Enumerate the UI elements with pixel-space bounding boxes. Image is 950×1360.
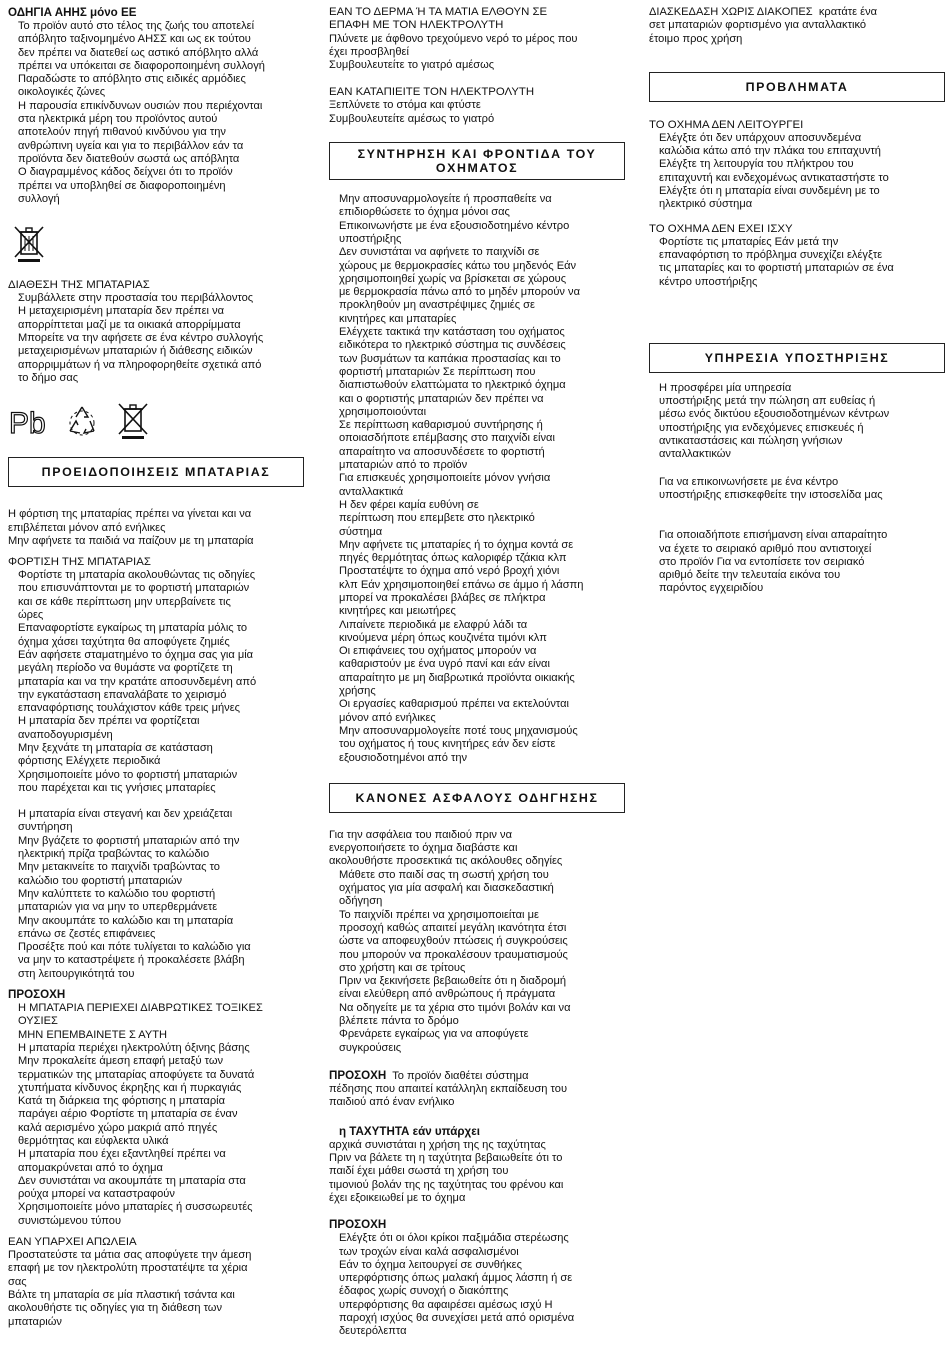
safe-driving-text [329, 869, 625, 1055]
text-line: Μην ακουμπάτε το καλώδιο και τη μπαταρία [18, 914, 234, 927]
no-power-title: ΤΟ ΟΧΗΜΑ ΔΕΝ ΕΧΕΙ ΙΣΧΥ [649, 222, 793, 235]
text-line: έχει προσβληθεί [329, 45, 409, 58]
text-line: Λιπαίνετε περιοδικά με ελαφρύ λάδι τα [339, 618, 528, 631]
text-line: Για οποιαδήποτε επισήμανση είναι απαραίτητο [659, 529, 888, 542]
text-line: Η μπαταρία είναι στεγανή και δεν χρειάζεται [18, 808, 233, 821]
skin-contact-title-1: ΕΑΝ ΤΟ ΔΕΡΜΑ Ή ΤΑ ΜΑΤΙΑ ΕΛΘΟΥΝ ΣΕ [329, 6, 548, 18]
text-line: το δήμο σας [18, 371, 79, 384]
safe-driving-intro [329, 829, 625, 869]
text-line: υπερφόρτισης όπως μαλακή άμμος λάσπη ή σε [339, 1272, 573, 1285]
text-line: σύστημα [339, 525, 383, 538]
text-line: συνιστώμενου τύπου [18, 1214, 122, 1227]
text-line: ενεργοποιήσετε το όχημα διαβάστε και [329, 842, 518, 855]
caution-title: ΠΡΟΣΟΧΗ [8, 988, 66, 1002]
text-line: Μην αποσυναρμολογείτε ή προσπαθείτε να [339, 193, 552, 206]
text-line: Πριν να βάλετε τη η ταχύτητα βεβαιωθείτε ότι το [329, 1152, 563, 1165]
text-line: χτυπήματα κίνδυνος έκρηξης και ή πυρκαγιάς [18, 1081, 242, 1094]
no-power-text [649, 236, 945, 289]
text-line: Η παρουσία επικίνδυνων ουσιών που περιέχονται [18, 99, 263, 112]
charging-text [8, 569, 304, 795]
text-line: ακολουθήστε τις οδηγίες για τη διάθεση των [8, 1302, 223, 1315]
text-line: έδαφος χωρίς συνοχή ο διακόπτης [339, 1285, 509, 1298]
text-line: ώστε να αποφευχθούν πτώσεις ή συγκρούσεις [339, 935, 568, 948]
text-line: Φορτίστε τις μπαταρίες Εάν μετά την [659, 235, 839, 248]
text-line: μόνον από ενήλικες [339, 711, 436, 724]
text-line: προκληθούν μη αναστρέψιμες ζημιές σε [339, 299, 535, 312]
support-text [649, 382, 945, 462]
text-line: Μπορείτε να την αφήσετε σε ένα κέντρο συλλογής [18, 332, 264, 345]
text-line: μπορεί να προκαλέσει βλάβες σε πλήκτρα [339, 591, 546, 604]
text-line: Ο διαγραμμένος κάδος δείχνει ότι το προϊόν [18, 166, 233, 179]
text-line: απαραίτητο με μη διαβρωτικά προϊόντα οικιακής [339, 671, 575, 684]
text-line: ανθρώπινη υγεία και για το περιβάλλον εάν τα [18, 139, 244, 152]
text-line: Ελέγξτε ότι οι όλοι κρίκοι παξιμάδια στερέωσης [339, 1232, 569, 1245]
text-line: παιδί έχει μάθει σωστά τη χρήση του [329, 1165, 509, 1178]
text-line: πηγές θερμότητας όπως καλοριφέρ τζάκια κλπ [339, 552, 567, 565]
support-contact-text [649, 476, 945, 503]
text-line: Δεν συνιστάται να αφήνετε το παιχνίδι σε [339, 246, 540, 259]
disposal-text [8, 292, 304, 385]
text-line: και ο φορτιστής μπαταριών δεν πρέπει να [339, 392, 544, 405]
text-line: οδήγηση [339, 895, 383, 908]
braking-caution-text: Το προϊόν διαθέτει σύστημα [392, 1069, 529, 1082]
text-line: αντικαταστάσεις και πώληση γνήσιων [659, 435, 843, 448]
text-line: του οχήματος ή τους κινητήρες εάν δεν είστε [339, 738, 556, 751]
text-line: ΜΗΝ ΕΠΕΜΒΑΙΝΕΤΕ Σ ΑΥΤΗ [18, 1028, 168, 1041]
text-line: αναποδογυρισμένη [18, 728, 113, 741]
text-line: Ελέγχετε τακτικά την κατάσταση του οχήματος [339, 326, 565, 339]
speed-text [329, 1139, 625, 1205]
text-line: Βάλτε τη μπαταρία σε μία πλαστική τσάντα και [8, 1288, 235, 1301]
text-line: προϊόντα δεν διατεθούν σωστά ως απόβλητα [18, 152, 240, 165]
text-line: Ξεπλύνετε το στόμα και φτύστε [329, 99, 481, 112]
text-line: που μπορούν να προκαλέσουν τραυματισμούς [339, 948, 568, 961]
weee-text [8, 20, 304, 206]
text-line: Το παιχνίδι πρέπει να χρησιμοποιείται με [339, 908, 539, 921]
text-line: Μην αποσυναρμολογείτε ποτέ τους μηχανισμούς [339, 724, 578, 737]
text-line: Χρησιμοποιείτε μόνο το φορτιστή μπαταριών [18, 768, 238, 781]
column-middle [329, 6, 625, 1339]
text-line: Μην αφήνετε τα παιδιά να παίζουν με τη μπαταρία [8, 534, 254, 547]
text-line: απορριμμάτων ή να πληροφορηθείτε σχετικά από [18, 358, 262, 371]
text-line: Για επισκευές χρησιμοποιείτε μόνον γνήσια [339, 472, 551, 485]
text-line: αριθμό δείτε την τελευταία εικόνα του [659, 569, 841, 582]
text-line: απόβλητο ταξινομημένο ΑΗΣΣ και ως εκ τούτου [18, 33, 251, 46]
text-line: Ελέγξτε ότι η μπαταρία είναι συνδεμένη με το [659, 185, 880, 198]
text-line: Η φόρτιση της μπαταρίας πρέπει να γίνεται και να [8, 508, 252, 521]
text-line: επιδιορθώσετε το όχημα μόνοι σας [339, 206, 510, 219]
text-line: μπαταριών από το προϊόν [339, 459, 468, 472]
text-line: Επαναφορτίστε εγκαίρως τη μπαταρία μόλις το [18, 622, 248, 635]
support-heading: ΥΠΗΡΕΣΙΑ ΥΠΟΣΤΗΡΙΞΗΣ [649, 343, 945, 373]
text-line: την εγκατάσταση επαναλάβατε το χειρισμό [18, 688, 227, 701]
text-line: απαραίτητο να αποσυνδέσετε το φορτιστή [339, 445, 545, 458]
text-line: Οι εργασίες καθαρισμού πρέπει να εκτελούνται [339, 698, 570, 711]
text-line: Οι επιφάνειες του οχήματος μπορούν να [339, 645, 537, 658]
text-line: ανταλλακτικά [339, 485, 404, 498]
text-line: σετ μπαταριών φορτισμένο για ανταλλακτικό [649, 19, 867, 32]
text-line: δευτερόλεπτα [339, 1325, 407, 1338]
text-line: με θερμοκρασία πάνω από το μηδέν μπορούν να [339, 286, 580, 299]
braking-caution-more [329, 1083, 625, 1110]
text-line: Εάν το όχημα λειτουργεί σε συνθήκες [339, 1258, 522, 1271]
text-line: θερμότητας και εύφλεκτα υλικά [18, 1135, 169, 1147]
crossed-bin-small-icon [116, 401, 150, 441]
braking-caution-label: ΠΡΟΣΟΧΗ [329, 1068, 387, 1082]
text-line: τις μπαταρίες και το φορτιστή μπαταριών σε ένα [659, 262, 894, 275]
text-line: Η μπαταρία περιέχει ηλεκτρολύτη όξινης βάσης [18, 1041, 250, 1054]
text-line: κινούμενα μέρη όπως κουζινέτα τιμόνι κλπ [339, 631, 547, 644]
text-line: καλώδιο του φορτιστή μπαταριών [18, 874, 183, 887]
weee-title: ΟΔΗΓΙΑ ΑΗΗΣ μόνο ΕΕ [8, 6, 137, 19]
text-line: υποστήριξης για ενδεχόμενες επισκευές ή [659, 421, 864, 434]
text-line: Προσέξτε πού και πότε τυλίγεται το καλώδιο για [18, 941, 251, 954]
text-line: είναι ελεύθερη από ανθρώπους ή πράγματα [339, 988, 556, 1001]
text-line: Επικοινωνήστε με ένα εξουσιοδοτημένο κέντρο [339, 219, 570, 232]
text-line: κέντρο υποστήριξης [659, 275, 758, 288]
text-line: παιδιού από έναν ενήλικο [329, 1096, 455, 1109]
text-line: μπαταρία και να την κρατάτε αποσυνδεμένη από [18, 675, 257, 688]
skin-contact-title-2: ΕΠΑΦΗ ΜΕ ΤΟΝ ΗΛΕΚΤΡΟΛΥΤΗ [329, 19, 504, 32]
crossed-bin-icon [12, 224, 304, 264]
serial-number-text [649, 529, 945, 595]
charging-title: ΦΟΡΤΙΣΗ ΤΗΣ ΜΠΑΤΑΡΙΑΣ [8, 556, 151, 569]
text-line: οχήματος για μία ασφαλή και διασκεδαστική [339, 882, 554, 895]
battery-symbols [8, 399, 304, 441]
text-line: τιμονιού βολάν της ης ταχύτητας του φρένου και [329, 1178, 564, 1191]
text-line: ηλεκτρικό σύστημα [659, 198, 753, 211]
text-line: συντήρηση [18, 821, 73, 834]
braking-caution-line [329, 1069, 625, 1083]
text-line: συγκρούσεις [339, 1041, 402, 1054]
text-line: επάνω σε ζεστές επιφάνειες [18, 927, 156, 940]
text-line: στη λειτουργικότητά του [18, 967, 135, 980]
text-line: επαναφόρτιση το πρόβλημα συνεχίζει ελέγξτε [659, 248, 883, 261]
text-line: οικολογικές ζώνες [18, 86, 106, 99]
text-line: Η δεν φέρει καμία ευθύνη σε [339, 498, 479, 511]
text-line: πέδησης που απαιτεί κατάλληλη εκπαίδευση του [329, 1083, 568, 1096]
fun-text: κρατάτε ένα [818, 6, 878, 18]
no-work-text [649, 132, 945, 212]
skin-contact-text [329, 33, 625, 73]
text-line: χρησιμοποιούνται [339, 405, 427, 418]
text-line: στο προϊόν Για να εντοπίσετε τον σειριακό [659, 555, 865, 568]
text-line: φόρτισης Ελέγχετε περιοδικά [18, 755, 161, 768]
fun-line [649, 6, 945, 19]
maintenance-heading [329, 142, 625, 180]
text-line: Μην αφήνετε τις μπαταρίες ή το όχημα κοντά σε [339, 538, 574, 551]
text-line: βλέπετε πάντα το δρόμο [339, 1015, 459, 1027]
fun-text-more [649, 19, 945, 46]
text-line: Η μπαταρία που έχει εξαντληθεί πρέπει να [18, 1148, 226, 1161]
text-line: έχει εξοικειωθεί με το όχημα [329, 1191, 466, 1204]
text-line: πρέπει να υποβληθεί σε διαφοροποιημένη [18, 179, 226, 192]
text-line: ακολουθήστε προσεκτικά τις ακόλουθες οδηγίες [329, 855, 563, 868]
leak-text [8, 1249, 304, 1329]
text-line: επιταχυντή και ενδεχομένως αντικαταστήστε το [659, 171, 889, 184]
text-line: Χρησιμοποιείτε μόνο μπαταρίες ή συσσωρευτές [18, 1201, 253, 1214]
recycle-icon [64, 403, 100, 439]
text-line: Να οδηγείτε με τα χέρια στο τιμόνι βολάν και να [339, 1001, 571, 1014]
text-line: Μάθετε στο παιδί σας τη σωστή χρήση του [339, 868, 549, 881]
text-line: ΟΥΣΙΕΣ [18, 1015, 58, 1028]
text-line: χρήσης [339, 685, 376, 698]
maintenance-text [329, 193, 625, 765]
text-line: Μην καλύπτετε το καλώδιο του φορτιστή [18, 887, 216, 900]
text-line: μεταχειρισμένων μπαταριών ή διάθεσης ειδικών [18, 345, 253, 358]
text-line: που παρέχεται και τις γνήσιες μπαταρίες [18, 781, 216, 794]
text-line: επιβλέπεται μόνον από ενήλικες [8, 521, 166, 534]
swallow-text [329, 99, 625, 126]
text-line: Προστατέψτε το όχημα από νερό βροχή χιόνι [339, 565, 560, 578]
text-line: Μην προκαλείτε άμεση επαφή μεταξύ των [18, 1055, 224, 1068]
pb-symbol [8, 403, 48, 439]
text-line: ώρες [18, 609, 44, 622]
text-line: Η προσφέρει μία υπηρεσία [659, 381, 792, 394]
text-line: προσοχή καθώς απαιτεί μεγάλη ικανότητα έτσι [339, 921, 567, 934]
text-line: παροχή ισχύος θα συνεχίσει μετά από ορισμένα [339, 1312, 575, 1325]
text-line: Η μεταχειρισμένη μπαταρία δεν πρέπει να [18, 305, 225, 318]
safe-driving-heading: ΚΑΝΟΝΕΣ ΑΣΦΑΛΟΥΣ ΟΔΗΓΗΣΗΣ [329, 783, 625, 813]
text-line: Φορτίστε τη μπαταρία ακολουθώντας τις οδηγίες [18, 569, 256, 582]
text-line: όχημα χάσει ταχύτητα θα αποφύγετε ζημιές [18, 635, 230, 648]
text-line: αποτελούν πηγή πιθανού κινδύνου για την [18, 126, 226, 139]
text-line: εξουσιοδοτημένοι από την [339, 751, 468, 764]
text-line: χρησιμοποιηθεί χωρίς να βρίσκεται σε χώρους [339, 272, 567, 285]
text-line: κλπ Εάν χρησιμοποιηθεί επάνω σε άμμο ή λάσπη [339, 578, 584, 591]
text-line: παράγει αέριο Φορτίστε τη μπαταρία σε έναν [18, 1108, 238, 1121]
text-line: απομακρύνεται από το όχημα [18, 1161, 163, 1174]
text-line: καλά αερισμένο χώρο μακριά από πηγές [18, 1121, 218, 1134]
text-line: Το προϊόν αυτό στο τέλος της ζωής του αποτελεί [18, 20, 255, 32]
text-line: Συμβουλευτείτε αμέσως το γιατρό [329, 112, 495, 125]
text-line: καλώδια κάτω από την πλάκα του επιταχυντή [659, 145, 881, 158]
text-line: να μην το καταστρέψετε ή προκαλέσετε βλάβη [18, 954, 245, 967]
text-line: αρχικά συνιστάται η χρήση της ης ταχύτητας [329, 1138, 546, 1151]
text-line: των τροχών είναι καλά ασφαλισμένοι [339, 1245, 519, 1258]
text-line: φορτιστή μπαταριών Σε περίπτωση που [339, 365, 536, 378]
text-line: ρούχα μπορεί να καταστραφούν [18, 1188, 175, 1201]
text-line: Πλύνετε με άφθονο τρεχούμενο νερό το μέρος που [329, 32, 578, 45]
caution-text [8, 1002, 304, 1228]
text-line: ειδικότερα το ηλεκτρικό σύστημα τις συνδέσεις [339, 339, 566, 352]
text-line: πρέπει να υπόκειται σε διαφοροποιημένη συλλογή [18, 59, 265, 72]
text-line: Για να επικοινωνήσετε με ένα κέντρο [659, 475, 839, 488]
text-line: επαναφόρτισης τουλάχιστον κάθε τρεις μήνες [18, 702, 240, 715]
text-line: υποστήριξης [339, 232, 402, 245]
text-line: ανταλλακτικών [659, 448, 731, 461]
text-line: να έχετε το σειριακό αριθμό που αντιστοιχεί [659, 542, 872, 555]
text-line: στο χρήστη και σε τρίτους [339, 961, 466, 974]
text-line: Ελέγξτε τη λειτουργία του πλήκτρου του [659, 158, 854, 171]
text-line: μπαταριών [8, 1315, 62, 1328]
text-line: μπαταριών για να μην το υπερθερμάνετε [18, 901, 218, 914]
text-line: καθαριστούν με ένα υγρό πανί και εάν είναι [339, 658, 550, 671]
text-line: Ελέγξτε ότι δεν υπάρχουν αποσυνδεμένα [659, 131, 862, 144]
text-line: μέσω ενός δικτύου εξουσιοδοτημένων κέντρων [659, 408, 890, 421]
text-line: περίπτωση που επεμβετε στο ηλεκτρικό [339, 512, 535, 525]
no-work-title: ΤΟ ΟΧΗΜΑ ΔΕΝ ΛΕΙΤΟΥΡΓΕΙ [649, 118, 804, 131]
caution2-title: ΠΡΟΣΟΧΗ [329, 1218, 387, 1232]
problems-heading: ΠΡΟΒΛΗΜΑΤΑ [649, 72, 945, 102]
text-line: έτοιμο προς χρήση [649, 32, 743, 45]
maintenance-heading-line-2: ΟΧΗΜΑΤΟΣ [435, 161, 519, 176]
text-line: κινητήρες και μειωτήρες [339, 605, 456, 618]
battery-warnings-text [8, 508, 304, 548]
text-line: υποστήριξης επισκεφθείτε την ιστοσελίδα μας [659, 488, 883, 501]
text-line: Η ΜΠΑΤΑΡΙΑ ΠΕΡΙΕΧΕΙ ΔΙΑΒΡΩΤΙΚΕΣ ΤΟΞΙΚΕΣ [18, 1002, 263, 1015]
text-line: υπερφόρτισης θα αφαιρέσει αμέσως ισχύ Η [339, 1298, 553, 1311]
battery-warnings-heading: ΠΡΟΕΙΔΟΠΟΙΗΣΕΙΣ ΜΠΑΤΑΡΙΑΣ [8, 457, 304, 487]
text-line: των βυσμάτων τα καπάκια προστασίας και το [339, 352, 561, 365]
text-line: ηλεκτρική πρίζα τραβώντας το καλώδιο [18, 848, 210, 861]
text-line: υποστήριξης μετά την πώληση απ ευθείας ή [659, 395, 876, 408]
fun-title: ΔΙΑΣΚΕΔΑΣΗ ΧΩΡΙΣ ΔΙΑΚΟΠΕΣ [649, 6, 813, 18]
text-line: Δεν συνιστάται να ακουμπάτε τη μπαταρία στα [18, 1174, 246, 1187]
caution2-text [329, 1232, 625, 1338]
text-line: που επισυνάπτονται με το φορτιστή μπαταριών [18, 582, 250, 595]
disposal-title: ΔΙΑΘΕΣΗ ΤΗΣ ΜΠΑΤΑΡΙΑΣ [8, 279, 150, 292]
text-line: Μην μετακινείτε το παιχνίδι τραβώντας το [18, 861, 220, 874]
column-left [8, 6, 304, 1329]
text-line: χώρους με θερμοκρασίες κάτω του μηδενός Εάν [339, 259, 577, 272]
text-line: Προστατεύστε τα μάτια σας αποφύγετε την άμεση [8, 1249, 252, 1262]
text-line: Συμβουλευτείτε το γιατρό αμέσως [329, 59, 495, 72]
maintenance-heading-line-1: ΣΥΝΤΗΡΗΣΗ ΚΑΙ ΦΡΟΝΤΙΔΑ ΤΟΥ [357, 147, 597, 162]
text-line: Για την ασφάλεια του παιδιού πριν να [329, 828, 512, 841]
text-line: και σε κάθε περίπτωση μην υπερβαίνετε τις [18, 595, 231, 608]
text-line: Εάν αφήσετε σταματημένο το όχημα σας για μία [18, 648, 254, 661]
text-line: κινητήρες και μπαταρίες [339, 312, 457, 325]
text-line: Παραδώστε το απόβλητο στις ειδικές αρμόδιες [18, 73, 246, 86]
text-line: Μην βγάζετε το φορτιστή μπαταριών από την [18, 834, 240, 847]
column-right [649, 6, 945, 596]
text-line: Συμβάλλετε στην προστασία του περιβάλλοντος [18, 292, 254, 305]
text-line: επαφή με τον ηλεκτρολύτη προστατέψτε τα χέρια [8, 1262, 248, 1275]
text-line: Σε περίπτωση καθαρισμού συντήρησης ή [339, 419, 543, 432]
text-line: Κατά τη διάρκεια της φόρτισης η μπαταρία [18, 1095, 226, 1108]
text-line: Μην ξεχνάτε τη μπαταρία σε κατάσταση [18, 741, 213, 754]
text-line: συλλογή [18, 192, 60, 205]
text-line: Η μπαταρία δεν πρέπει να φορτίζεται [18, 715, 200, 728]
sealed-battery-text [8, 808, 304, 981]
text-line: διαπιστωθούν ελαττώματα το ηλεκτρικό όχημα [339, 379, 566, 392]
leak-title: ΕΑΝ ΥΠΑΡΧΕΙ ΑΠΩΛΕΙΑ [8, 1236, 137, 1249]
text-line: παρόντος εγχειριδίου [659, 582, 764, 595]
text-line: Πριν να ξεκινήσετε βεβαιωθείτε ότι η διαδρομή [339, 975, 567, 988]
text-line: σας [8, 1275, 27, 1288]
text-line: στα ηλεκτρικά μέρη του προϊόντος αυτού [18, 113, 218, 126]
speed-title: η ΤΑΧΥΤΗΤΑ εάν υπάρχει [339, 1124, 480, 1138]
text-line: οποιασδήποτε επέμβασης στο παιχνίδι είναι [339, 432, 555, 445]
text-line: Φρενάρετε εγκαίρως για να αποφύγετε [339, 1028, 529, 1041]
swallow-title: ΕΑΝ ΚΑΤΑΠΙΕΙΤΕ ΤΟΝ ΗΛΕΚΤΡΟΛΥΤΗ [329, 86, 535, 99]
text-line: τερματικών της μπαταρίας αποφύγετε τα δυνατά [18, 1068, 255, 1081]
text-line: απορρίπτεται μαζί με τα οικιακά απορρίμματα [18, 318, 241, 331]
pb-label: Pb [9, 407, 46, 440]
text-line: δεν πρέπει να διατεθεί ως αστικό απόβλητο αλλά [18, 46, 259, 59]
text-line: μεγάλη περίοδο να θυμάστε να φορτίζετε τη [18, 662, 233, 675]
